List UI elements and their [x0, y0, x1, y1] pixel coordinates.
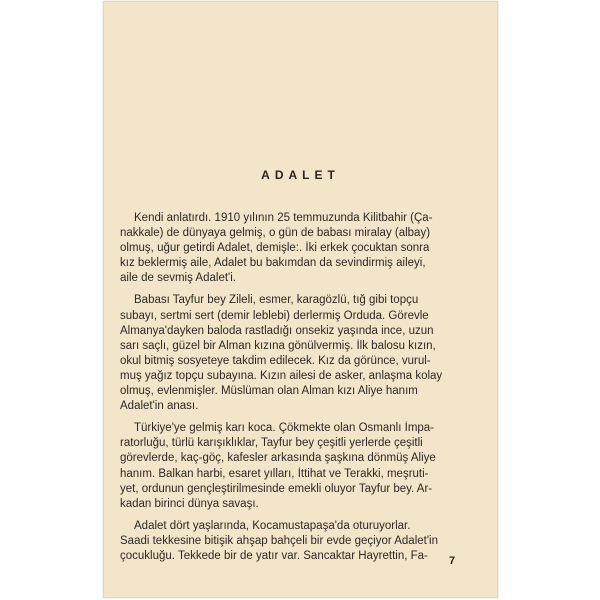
text-line: Saadi tekkesine bitişik ahşap bahçeli bir evde geçiyor Adalet'in: [120, 534, 438, 547]
text-line: hanım. Balkan harbi, esaret yılları, İttihat ve Terakki, meşruti-: [120, 467, 429, 480]
text-line: yet, ordunun gençleştirilmesinde emekli oluyor Tayfur bey. Ar-: [120, 482, 433, 495]
text-line: sarı saçlı, güzel bir Alman kızına gönülvermiş. İlk balosu kızın,: [120, 339, 436, 352]
text-line: olmuş, evlenmişler. Müslüman olan Alman kızı Aliye hanım: [120, 385, 418, 398]
text-line: çocukluğu. Tekkede bir de yatır var. Sancaktar Hayrettin, Fa-: [120, 549, 428, 562]
text-line: Almanya'dayken baloda rastladığı onsekiz yaşında ince, uzun: [120, 324, 434, 337]
text-line: Adalet dört yaşlarında, Kocamustapaşa'da oturuyorlar.: [134, 519, 411, 532]
text-line: Adalet'in anası.: [120, 400, 199, 413]
book-page: [103, 1, 498, 598]
text-line: olmuş, uğur getirdi Adalet, demişle:. İki erkek çocuktan sonra: [120, 242, 430, 255]
text-line: Türkiye'ye gelmiş karı koca. Çökmekte olan Osmanlı İmpa-: [134, 422, 435, 435]
text-line: kadan birinci dünya savaşı.: [120, 497, 259, 510]
paragraph-4: [120, 519, 474, 564]
text-line: okul bitmiş sosyeteye takdim edilecek. Kız da görünce, vurul-: [120, 354, 431, 367]
text-line: ratorluğu, türlü karışıklıklar, Tayfur bey çeşitli yerlerde çeşitli: [120, 437, 423, 450]
text-line: Kendi anlatırdı. 1910 yılının 25 temmuzunda Kilitbahir (Ça-: [134, 212, 433, 224]
chapter-title: ADALET: [261, 168, 340, 182]
text-line: Babası Tayfur bey Zileli, esmer, karagözlü, tığ gibi topçu: [134, 294, 419, 307]
text-line: aile de sevmiş Adalet'i.: [120, 272, 236, 285]
paragraph-1: [120, 211, 474, 286]
text-line: nakkale) de dünyaya gelmiş, o gün de babası miralay (albay): [120, 227, 431, 240]
text-line: subayı, sertmi sert (demir leblebi) derlermiş Orduda. Görevle: [120, 309, 429, 322]
page-number: 7: [449, 555, 456, 567]
paragraph-2: [120, 293, 474, 414]
text-line: kız beklermiş aile, Adalet bu bakımdan da sevindirmiş aileyi,: [120, 257, 426, 270]
body-text: [120, 211, 474, 571]
text-line: görevlerde, kaç-göç, kafesler arkasında şaşkına dönmüş Aliye: [120, 452, 436, 465]
paragraph-3: [120, 421, 474, 512]
text-line: muş yağız topçu subayına. Kızın ailesi de asker, anlaşma kolay: [120, 369, 443, 382]
